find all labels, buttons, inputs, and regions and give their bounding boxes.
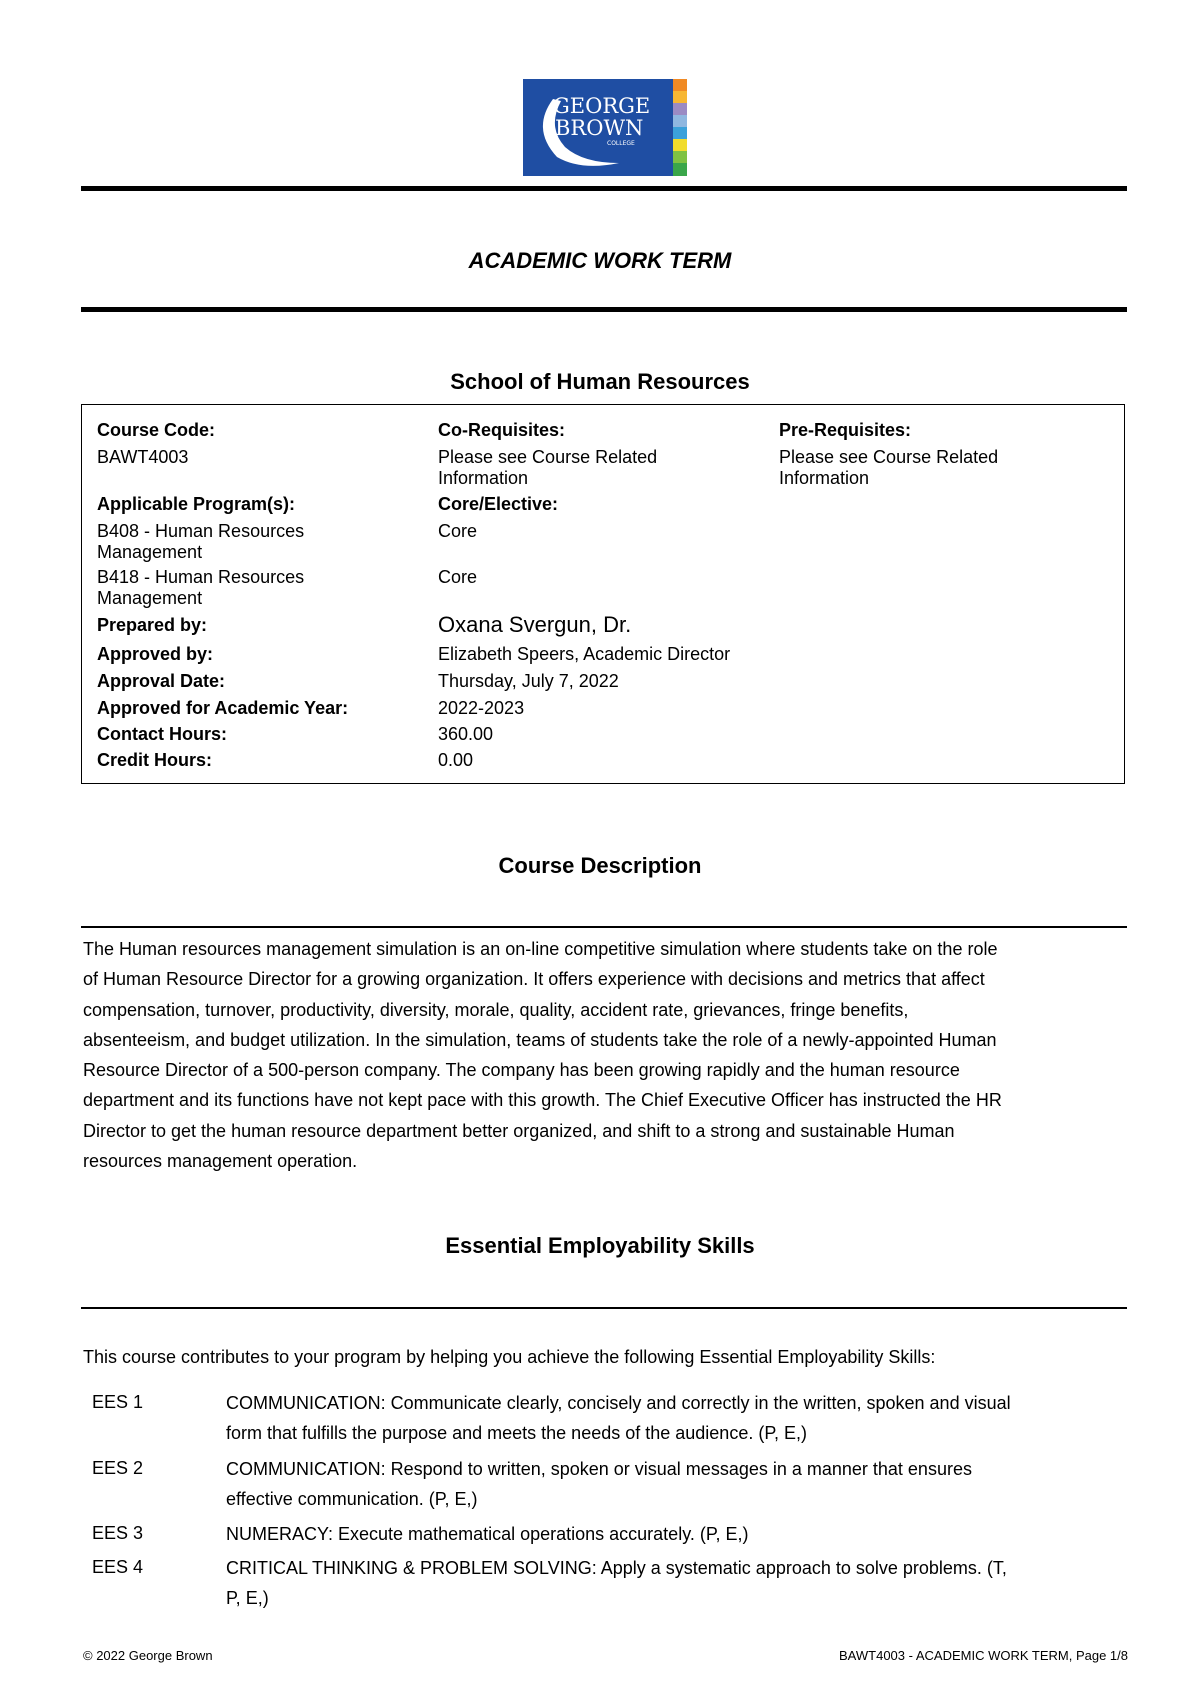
approved-by-label: Approved by: (97, 644, 214, 664)
school-heading: School of Human Resources (450, 369, 750, 394)
approval-date-label: Approval Date: (97, 671, 226, 691)
description-line: compensation, turnover, productivity, diversity, morale, quality, accident rate, grievances, fringe benefits, (83, 999, 909, 1020)
approval-date-value: Thursday, July 7, 2022 (438, 671, 619, 691)
program-2-type: Core (438, 567, 478, 587)
program-2-line2: Management (97, 588, 203, 608)
skills-divider (81, 1307, 1127, 1309)
pre-requisites-label: Pre-Requisites: (779, 420, 912, 440)
description-line: department and its functions have not kept pace with this growth. The Chief Executive Officer has instructed the HR (83, 1090, 1002, 1111)
description-line: absenteeism, and budget utilization. In the simulation, teams of students take the role of a newly-appointed Human (83, 1029, 997, 1050)
logo-text-college: COLLEGE (607, 140, 635, 147)
academic-year-label: Approved for Academic Year: (97, 698, 349, 718)
ees-code: EES 4 (92, 1557, 144, 1577)
logo-stripe (673, 115, 687, 127)
ees-line: COMMUNICATION: Communicate clearly, concisely and correctly in the written, spoken and visual (226, 1393, 1011, 1413)
credit-hours-label: Credit Hours: (97, 750, 213, 770)
logo-stripe (673, 91, 687, 103)
title-divider (81, 307, 1127, 312)
logo-stripe (673, 127, 687, 139)
logo-stripe (673, 151, 687, 163)
contact-hours-value: 360.00 (438, 724, 494, 744)
logo-graphic (523, 79, 687, 176)
top-divider (81, 186, 1127, 191)
ees-line: COMMUNICATION: Respond to written, spoken or visual messages in a manner that ensures (226, 1459, 972, 1479)
footer-page-info: BAWT4003 - ACADEMIC WORK TERM, Page 1/8 (839, 1648, 1128, 1663)
logo-stripe (673, 79, 687, 91)
co-requisites-label: Co-Requisites: (438, 420, 566, 440)
pre-requisites-line1: Please see Course Related (779, 447, 999, 467)
ees-line: P, E,) (226, 1588, 269, 1608)
co-requisites-line1: Please see Course Related (438, 447, 658, 467)
course-code-label: Course Code: (97, 420, 216, 440)
program-2-line1: B418 - Human Resources (97, 567, 305, 587)
description-divider (81, 926, 1127, 928)
logo-stripe (673, 163, 687, 176)
contact-hours-label: Contact Hours: (97, 724, 227, 744)
logo-text-george: GEORGE (553, 94, 651, 118)
ees-description (226, 1553, 1126, 1613)
description-line: resources management operation. (83, 1151, 358, 1172)
college-logo (523, 79, 687, 176)
program-1-line1: B408 - Human Resources (97, 521, 305, 541)
co-requisites-line2: Information (438, 468, 529, 488)
ees-description (226, 1388, 1126, 1448)
ees-line: NUMERACY: Execute mathematical operations accurately. (P, E,) (226, 1524, 749, 1544)
course-description-text (83, 934, 1128, 1176)
credit-hours-value: 0.00 (438, 750, 474, 770)
description-line: The Human resources management simulation is an on-line competitive simulation where students take on the role (83, 939, 998, 959)
applicable-programs-label: Applicable Program(s): (97, 494, 296, 514)
description-line: Resource Director of a 500-person company. The company has been growing rapidly and the human resource (83, 1060, 960, 1081)
pre-requisites-line2: Information (779, 468, 870, 488)
ees-line: form that fulfills the purpose and meets the needs of the audience. (P, E,) (226, 1423, 808, 1443)
course-description-heading: Course Description (498, 853, 702, 878)
approved-by-value: Elizabeth Speers, Academic Director (438, 644, 731, 664)
employability-skills-heading: Essential Employability Skills (445, 1233, 755, 1258)
logo-stripe (673, 103, 687, 115)
ees-description (226, 1519, 1126, 1549)
program-1-type: Core (438, 521, 478, 541)
ees-line: CRITICAL THINKING & PROBLEM SOLVING: Apply a systematic approach to solve problems. (T, (226, 1558, 1007, 1578)
ees-code: EES 3 (92, 1523, 144, 1543)
core-elective-label: Core/Elective: (438, 494, 559, 514)
ees-description (226, 1454, 1126, 1514)
prepared-by-label: Prepared by: (97, 615, 208, 635)
course-code-value: BAWT4003 (97, 447, 189, 467)
prepared-by-value: Oxana Svergun, Dr. (438, 612, 632, 637)
academic-year-value: 2022-2023 (438, 698, 525, 718)
ees-code: EES 1 (92, 1392, 144, 1412)
description-line: Director to get the human resource department better organized, and shift to a strong and sustainable Human (83, 1120, 955, 1141)
logo-text-brown: BROWN (555, 116, 644, 140)
ees-code: EES 2 (92, 1458, 144, 1478)
ees-line: effective communication. (P, E,) (226, 1489, 478, 1509)
logo-stripe (673, 139, 687, 151)
footer-copyright: © 2022 George Brown (83, 1648, 213, 1663)
skills-intro: This course contributes to your program by helping you achieve the following Essential Employability Skills: (83, 1347, 936, 1367)
program-1-line2: Management (97, 542, 203, 562)
description-line: of Human Resource Director for a growing organization. It offers experience with decisions and metrics that affect (83, 969, 985, 990)
document-title: ACADEMIC WORK TERM (468, 248, 732, 273)
